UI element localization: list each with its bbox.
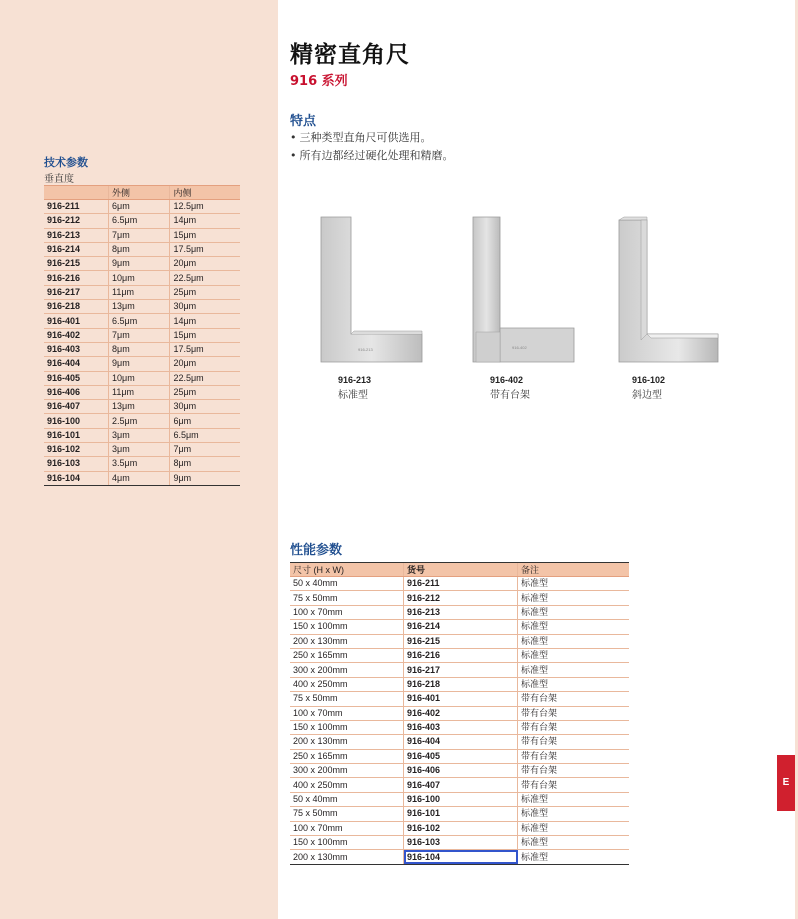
perf-cell-note: 标准型 <box>518 648 630 662</box>
product-code: 916-102 <box>632 375 666 385</box>
tech-cell-model: 916-211 <box>44 200 109 214</box>
tech-row <box>44 271 240 285</box>
tech-cell-outer: 13μm <box>109 400 170 414</box>
tech-row <box>44 414 240 428</box>
perf-cell-model: 916-403 <box>404 720 518 734</box>
perf-cell-model: 916-102 <box>404 821 518 835</box>
square-image-base <box>470 214 578 366</box>
tech-cell-outer: 9μm <box>109 257 170 271</box>
tech-cell-outer: 13μm <box>109 300 170 314</box>
tech-cell-inner: 22.5μm <box>170 371 240 385</box>
tech-header-model <box>44 186 109 200</box>
perf-cell-size: 250 x 165mm <box>290 648 404 662</box>
tech-cell-model: 916-212 <box>44 214 109 228</box>
tech-cell-inner: 12.5μm <box>170 200 240 214</box>
perf-cell-note: 标准型 <box>518 663 630 677</box>
perf-cell-model: 916-216 <box>404 648 518 662</box>
performance-row <box>290 836 629 850</box>
series-label: 916 系列 <box>290 74 348 89</box>
tech-row <box>44 371 240 385</box>
performance-row <box>290 735 629 749</box>
tech-row <box>44 471 240 485</box>
perf-cell-note: 带有台架 <box>518 720 630 734</box>
perf-header-note: 备注 <box>518 563 630 577</box>
tech-cell-inner: 14μm <box>170 214 240 228</box>
tech-cell-model: 916-216 <box>44 271 109 285</box>
performance-table <box>290 562 629 865</box>
perf-cell-size: 50 x 40mm <box>290 577 404 591</box>
tech-row <box>44 228 240 242</box>
tech-cell-inner: 20μm <box>170 357 240 371</box>
svg-text:916-402: 916-402 <box>512 345 527 350</box>
tech-cell-outer: 9μm <box>109 357 170 371</box>
perf-cell-model: 916-212 <box>404 591 518 605</box>
product-type: 标准型 <box>338 390 368 401</box>
perf-cell-note: 标准型 <box>518 591 630 605</box>
tech-cell-model: 916-405 <box>44 371 109 385</box>
tech-header-outer: 外侧 <box>109 186 170 200</box>
tech-cell-model: 916-406 <box>44 385 109 399</box>
tech-cell-inner: 8μm <box>170 457 240 471</box>
performance-row <box>290 620 629 634</box>
perf-cell-model: 916-218 <box>404 677 518 691</box>
tech-cell-inner: 30μm <box>170 400 240 414</box>
performance-row <box>290 677 629 691</box>
perf-cell-size: 300 x 200mm <box>290 764 404 778</box>
features-title: 特点 <box>290 114 317 129</box>
performance-row <box>290 764 629 778</box>
perf-header-size: 尺寸 (H x W) <box>290 563 404 577</box>
perf-cell-size: 150 x 100mm <box>290 720 404 734</box>
performance-row <box>290 692 629 706</box>
tech-cell-outer: 3μm <box>109 443 170 457</box>
features-list <box>290 130 454 166</box>
tech-cell-outer: 10μm <box>109 271 170 285</box>
tech-cell-outer: 11μm <box>109 285 170 299</box>
performance-row <box>290 706 629 720</box>
tech-cell-model: 916-214 <box>44 242 109 256</box>
tech-cell-inner: 22.5μm <box>170 271 240 285</box>
tech-cell-outer: 6.5μm <box>109 214 170 228</box>
tech-cell-inner: 7μm <box>170 443 240 457</box>
tech-cell-model: 916-401 <box>44 314 109 328</box>
perf-cell-model: 916-401 <box>404 692 518 706</box>
tech-cell-inner: 15μm <box>170 328 240 342</box>
tech-cell-outer: 3μm <box>109 428 170 442</box>
tech-cell-model: 916-215 <box>44 257 109 271</box>
perf-cell-note: 标准型 <box>518 821 630 835</box>
tech-cell-outer: 6.5μm <box>109 314 170 328</box>
tech-cell-inner: 9μm <box>170 471 240 485</box>
tech-table <box>44 185 240 486</box>
tech-cell-outer: 8μm <box>109 342 170 356</box>
perf-cell-size: 75 x 50mm <box>290 807 404 821</box>
tech-cell-model: 916-101 <box>44 428 109 442</box>
performance-row <box>290 792 629 806</box>
tech-cell-outer: 3.5μm <box>109 457 170 471</box>
perf-cell-size: 100 x 70mm <box>290 605 404 619</box>
page-title: 精密直角尺 <box>290 42 410 68</box>
perf-cell-size: 250 x 165mm <box>290 749 404 763</box>
perf-cell-model: 916-104 <box>404 850 518 864</box>
perf-cell-note: 标准型 <box>518 792 630 806</box>
tech-cell-model: 916-402 <box>44 328 109 342</box>
perf-cell-size: 200 x 130mm <box>290 634 404 648</box>
tech-cell-outer: 4μm <box>109 471 170 485</box>
square-image-standard <box>318 214 426 366</box>
performance-row <box>290 591 629 605</box>
perf-cell-model: 916-211 <box>404 577 518 591</box>
perf-cell-model: 916-402 <box>404 706 518 720</box>
tech-cell-outer: 7μm <box>109 228 170 242</box>
tech-row <box>44 342 240 356</box>
perf-cell-note: 标准型 <box>518 836 630 850</box>
svg-text:916-213: 916-213 <box>358 347 373 352</box>
tech-subtitle: 垂直度 <box>44 174 74 185</box>
product-type: 斜边型 <box>632 390 662 401</box>
tech-row <box>44 443 240 457</box>
tech-cell-model: 916-403 <box>44 342 109 356</box>
tech-cell-inner: 25μm <box>170 385 240 399</box>
tech-header-row <box>44 186 240 200</box>
tech-cell-inner: 25μm <box>170 285 240 299</box>
perf-cell-size: 150 x 100mm <box>290 620 404 634</box>
perf-cell-size: 200 x 130mm <box>290 850 404 864</box>
perf-cell-note: 带有台架 <box>518 706 630 720</box>
performance-row <box>290 648 629 662</box>
performance-row <box>290 749 629 763</box>
perf-cell-note: 带有台架 <box>518 735 630 749</box>
performance-row <box>290 807 629 821</box>
product-code: 916-213 <box>338 375 372 385</box>
perf-cell-size: 100 x 70mm <box>290 821 404 835</box>
tech-cell-inner: 15μm <box>170 228 240 242</box>
tech-row <box>44 257 240 271</box>
tech-row <box>44 385 240 399</box>
perf-cell-model: 916-404 <box>404 735 518 749</box>
performance-row <box>290 821 629 835</box>
perf-cell-note: 标准型 <box>518 850 630 864</box>
perf-cell-model: 916-405 <box>404 749 518 763</box>
perf-cell-size: 400 x 250mm <box>290 677 404 691</box>
perf-cell-model: 916-101 <box>404 807 518 821</box>
tech-row <box>44 328 240 342</box>
section-tab-e[interactable]: E <box>777 755 795 811</box>
performance-row <box>290 663 629 677</box>
perf-cell-size: 200 x 130mm <box>290 735 404 749</box>
perf-cell-size: 75 x 50mm <box>290 591 404 605</box>
performance-row <box>290 778 629 792</box>
tech-cell-outer: 6μm <box>109 200 170 214</box>
perf-header-model: 货号 <box>404 563 518 577</box>
tech-cell-model: 916-100 <box>44 414 109 428</box>
perf-cell-size: 400 x 250mm <box>290 778 404 792</box>
perf-cell-size: 75 x 50mm <box>290 692 404 706</box>
tech-row <box>44 214 240 228</box>
perf-cell-model: 916-406 <box>404 764 518 778</box>
perf-cell-model: 916-214 <box>404 620 518 634</box>
tech-row <box>44 300 240 314</box>
performance-title: 性能参数 <box>290 543 343 558</box>
tech-cell-model: 916-102 <box>44 443 109 457</box>
tech-cell-model: 916-213 <box>44 228 109 242</box>
tech-title: 技术参数 <box>44 156 88 169</box>
tech-row <box>44 285 240 299</box>
tech-row <box>44 200 240 214</box>
tech-cell-outer: 2.5μm <box>109 414 170 428</box>
tech-cell-outer: 7μm <box>109 328 170 342</box>
tech-row <box>44 242 240 256</box>
product-type: 带有台架 <box>490 390 530 401</box>
tech-cell-inner: 17.5μm <box>170 342 240 356</box>
perf-cell-note: 带有台架 <box>518 764 630 778</box>
performance-row <box>290 720 629 734</box>
product-code: 916-402 <box>490 375 524 385</box>
perf-cell-model: 916-217 <box>404 663 518 677</box>
perf-cell-note: 标准型 <box>518 807 630 821</box>
perf-cell-note: 标准型 <box>518 605 630 619</box>
tech-row <box>44 400 240 414</box>
perf-cell-note: 带有台架 <box>518 692 630 706</box>
perf-cell-note: 标准型 <box>518 620 630 634</box>
tech-cell-model: 916-104 <box>44 471 109 485</box>
feature-item: • 三种类型直角尺可供选用。 <box>290 130 454 148</box>
tech-cell-inner: 30μm <box>170 300 240 314</box>
perf-cell-size: 150 x 100mm <box>290 836 404 850</box>
perf-cell-model: 916-407 <box>404 778 518 792</box>
square-image-beveled <box>615 214 723 366</box>
tech-cell-outer: 8μm <box>109 242 170 256</box>
perf-cell-size: 300 x 200mm <box>290 663 404 677</box>
perf-cell-model: 916-100 <box>404 792 518 806</box>
performance-header-row <box>290 563 629 577</box>
perf-cell-size: 100 x 70mm <box>290 706 404 720</box>
perf-cell-note: 标准型 <box>518 577 630 591</box>
perf-cell-model: 916-215 <box>404 634 518 648</box>
tech-row <box>44 428 240 442</box>
tech-cell-inner: 6.5μm <box>170 428 240 442</box>
perf-cell-model: 916-213 <box>404 605 518 619</box>
performance-row <box>290 577 629 591</box>
tech-cell-inner: 14μm <box>170 314 240 328</box>
tech-cell-model: 916-218 <box>44 300 109 314</box>
tech-row <box>44 457 240 471</box>
tech-cell-model: 916-103 <box>44 457 109 471</box>
tech-cell-model: 916-404 <box>44 357 109 371</box>
feature-item: • 所有边都经过硬化处理和精磨。 <box>290 148 454 166</box>
performance-row <box>290 605 629 619</box>
tech-header-inner: 内侧 <box>170 186 240 200</box>
perf-cell-note: 带有台架 <box>518 749 630 763</box>
tech-row <box>44 314 240 328</box>
tech-cell-outer: 10μm <box>109 371 170 385</box>
perf-cell-note: 标准型 <box>518 634 630 648</box>
performance-row <box>290 634 629 648</box>
tech-cell-inner: 6μm <box>170 414 240 428</box>
perf-cell-note: 带有台架 <box>518 778 630 792</box>
tech-cell-model: 916-217 <box>44 285 109 299</box>
tech-cell-model: 916-407 <box>44 400 109 414</box>
perf-cell-note: 标准型 <box>518 677 630 691</box>
perf-cell-size: 50 x 40mm <box>290 792 404 806</box>
tech-cell-inner: 17.5μm <box>170 242 240 256</box>
tech-cell-inner: 20μm <box>170 257 240 271</box>
performance-row <box>290 850 629 864</box>
tech-cell-outer: 11μm <box>109 385 170 399</box>
tech-row <box>44 357 240 371</box>
perf-cell-model: 916-103 <box>404 836 518 850</box>
